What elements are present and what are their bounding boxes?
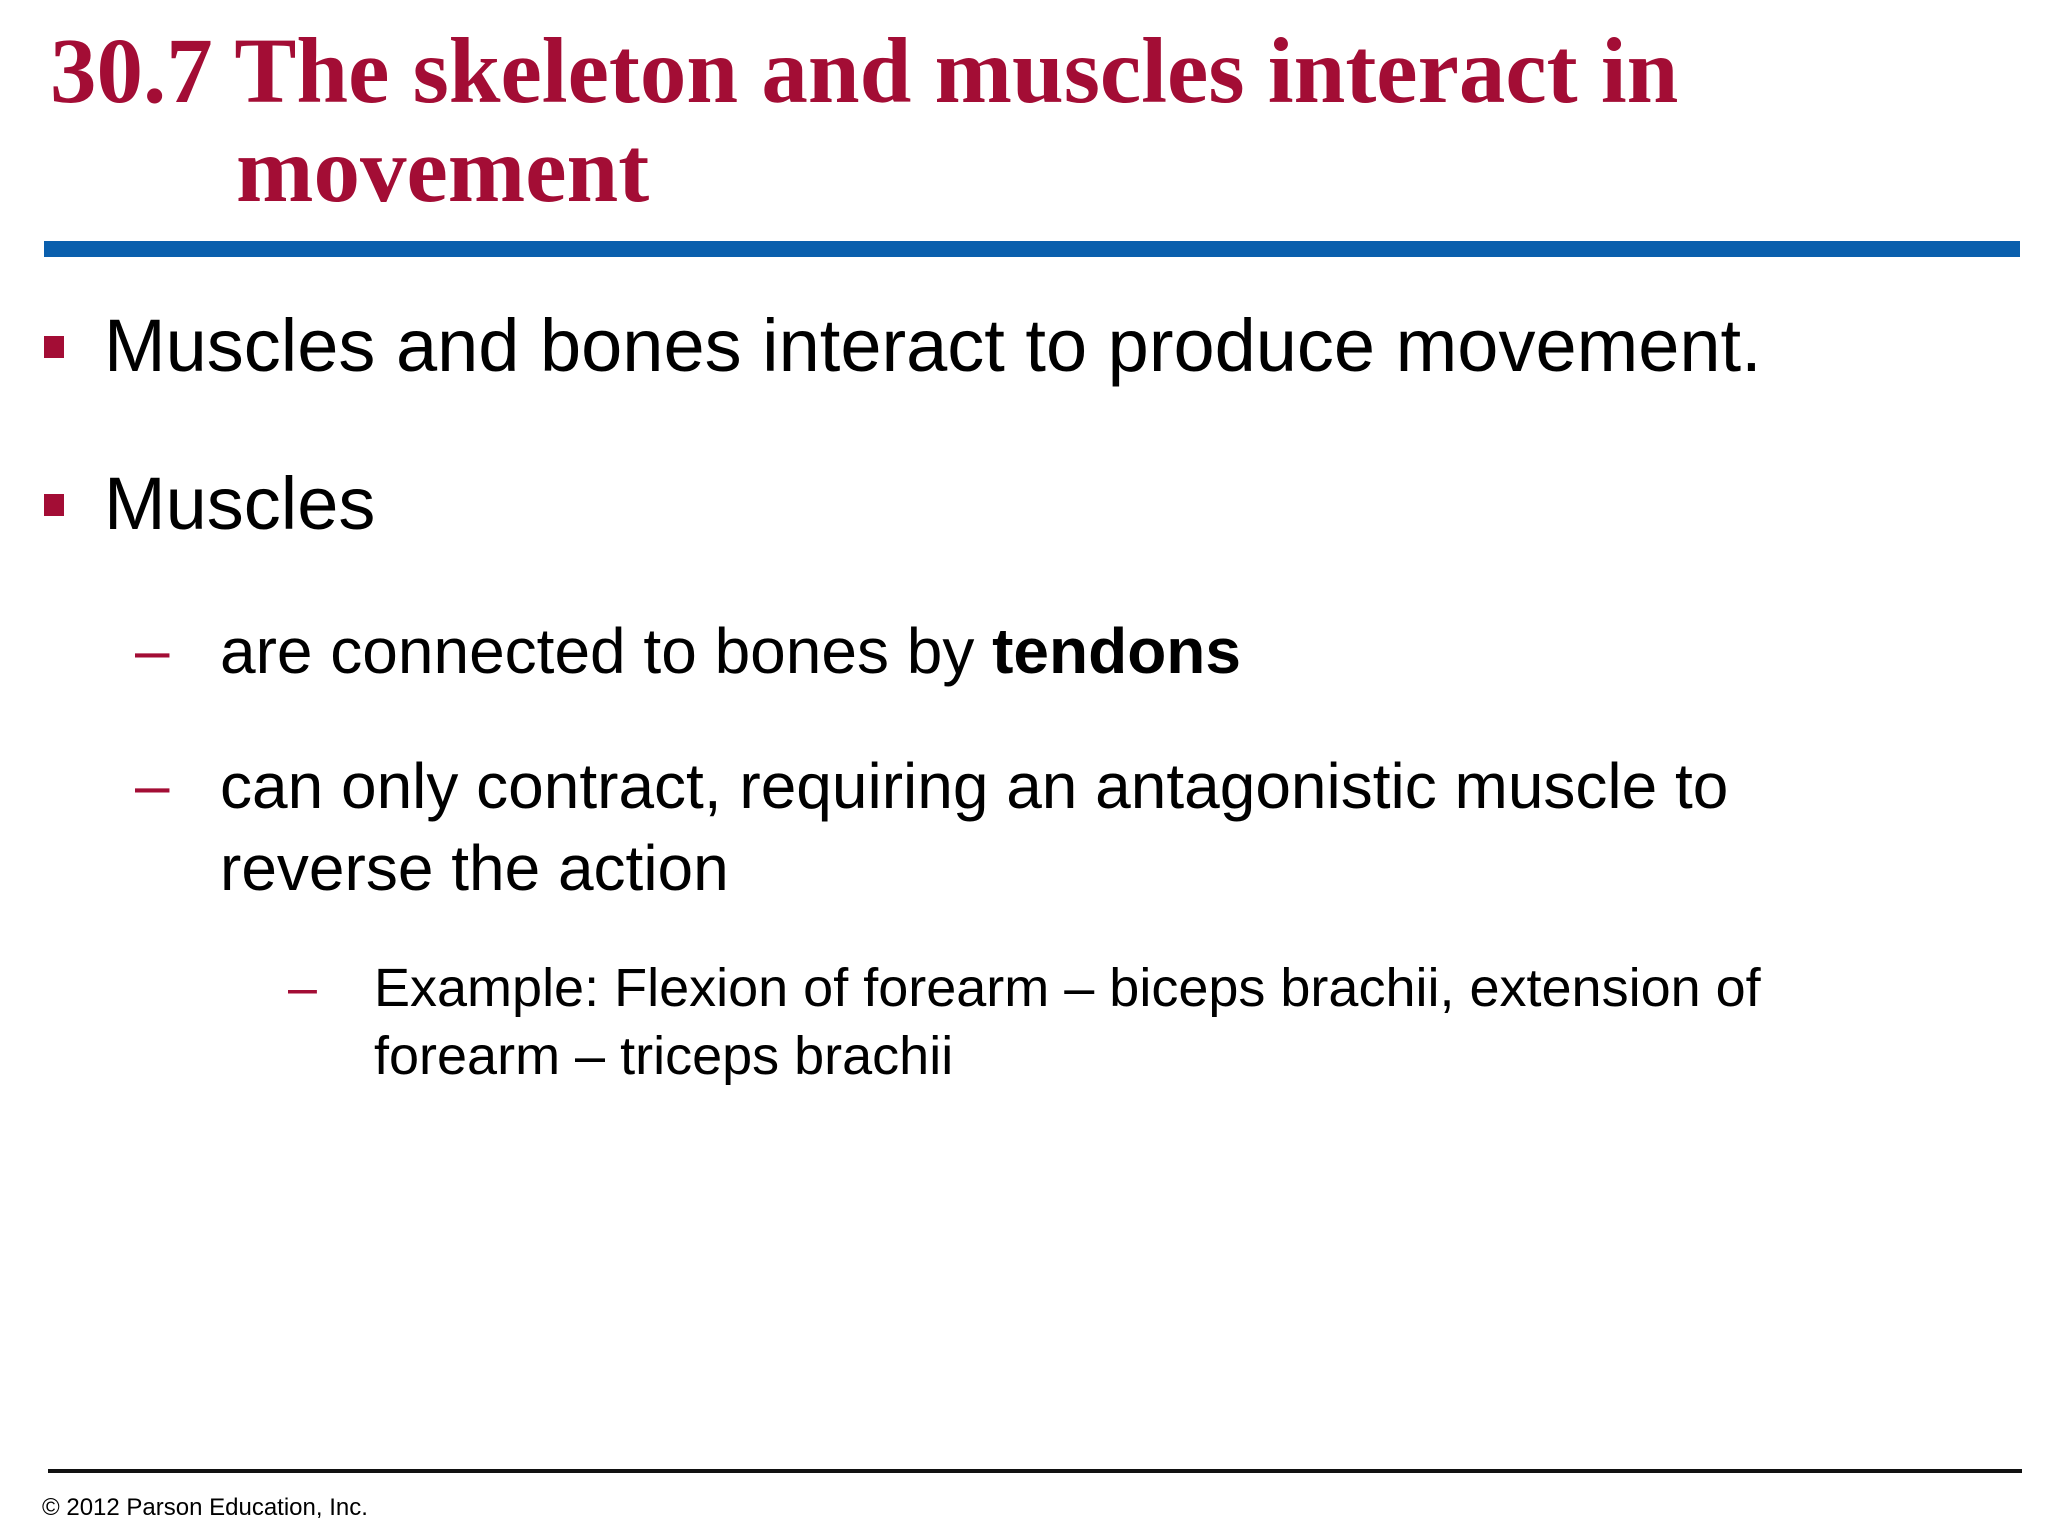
dash-bullet-icon: – — [288, 959, 317, 1017]
bullet-text: Muscles — [104, 462, 376, 545]
copyright-footer: © 2012 Parson Education, Inc. — [42, 1494, 368, 1521]
example-text-line-1: Example: Flexion of forearm – biceps brachii, extension of — [374, 958, 1761, 1018]
sub-bullet-item-1 — [135, 610, 2048, 692]
slide-title-line-2: movement — [236, 119, 650, 222]
sub-bullet-text-line-2: reverse the action — [220, 832, 729, 904]
sub-bullet-text: are connected to bones by — [220, 615, 993, 687]
square-bullet-icon — [44, 336, 64, 358]
example-text-line-2: forearm – triceps brachii — [374, 1026, 954, 1086]
slide-title-line-1: 30.7 The skeleton and muscles interact in — [50, 20, 1679, 123]
bullet-text: Muscles and bones interact to produce movement. — [104, 304, 1762, 387]
sub-bullet-text-line-1: can only contract, requiring an antagonistic muscle to — [220, 750, 1729, 822]
bullet-item-2 — [104, 462, 2004, 546]
dash-bullet-icon: – — [135, 751, 170, 820]
sub-sub-bullet-item-1 — [288, 954, 2048, 1090]
sub-bullet-item-2 — [135, 745, 2048, 909]
sub-bullet-bold-term: tendons — [992, 615, 1241, 687]
title-divider — [44, 241, 2020, 257]
dash-bullet-icon: – — [135, 616, 170, 685]
square-bullet-icon — [44, 494, 64, 516]
slide-title — [50, 22, 1950, 220]
bullet-item-1 — [104, 304, 2004, 388]
footer-divider — [48, 1469, 2022, 1473]
